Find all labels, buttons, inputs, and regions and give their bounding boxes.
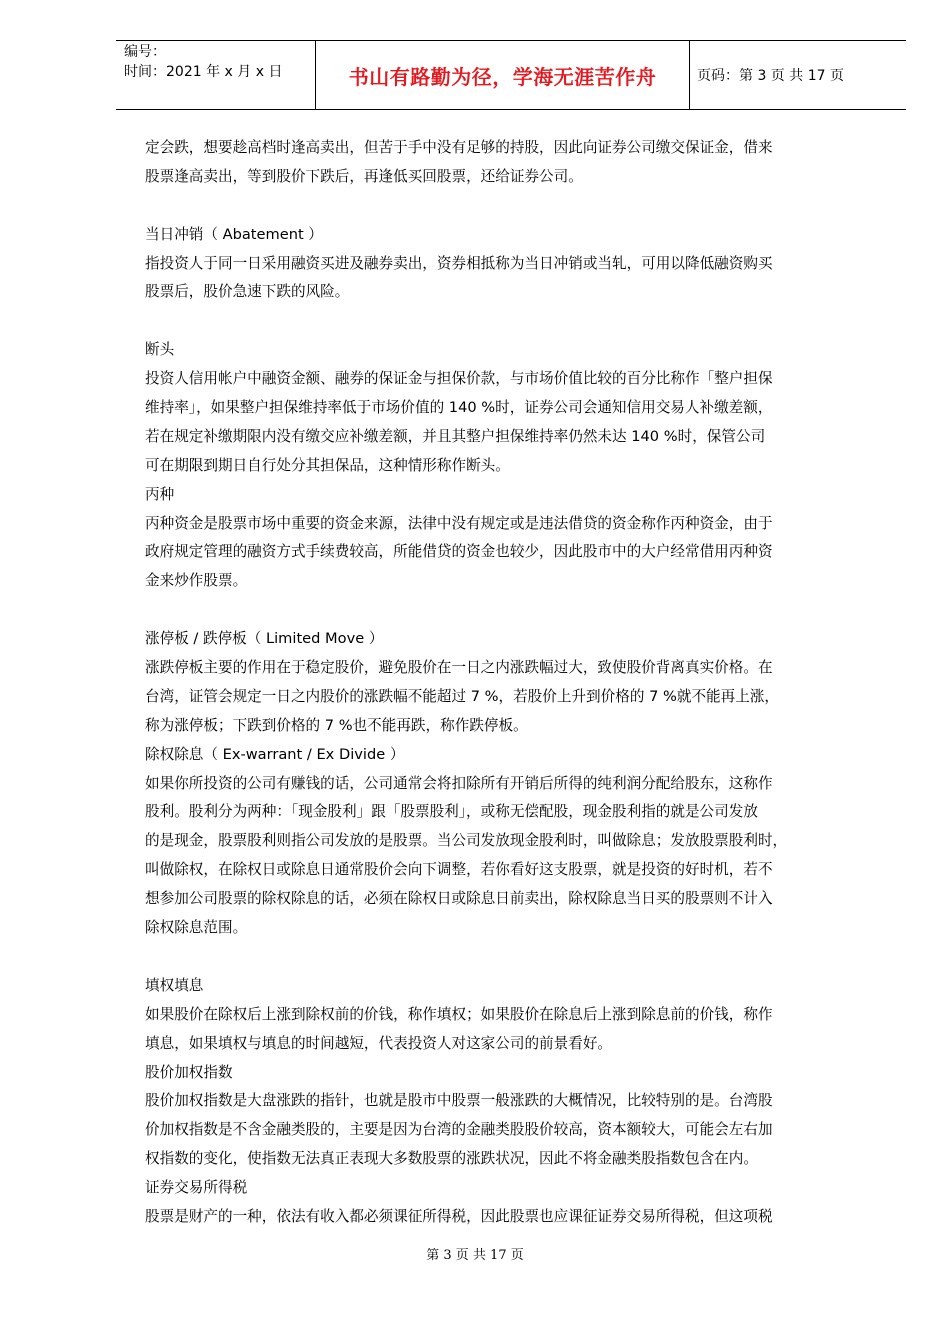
document-body [145,134,870,1232]
body-text-line: 如果股价在除权后上涨到除权前的价钱，称作填权；如果股价在除息后上涨到除息前的价钱，称作 [145,1005,773,1023]
paragraph-gap [145,307,870,336]
section-heading: 证券交易所得税 [145,1179,248,1197]
page-footer [0,1244,950,1263]
body-text-line: 如果你所投资的公司有赚钱的话，公司通常会将扣除所有开销后所得的纯利润分配给股东，这称作 [145,774,773,792]
paragraph-gap [145,943,870,972]
body-text-line: 政府规定管理的融资方式手续费较高，所能借贷的资金也较少，因此股市中的大户经常借用丙种资 [145,543,773,561]
footer-page-number: 第 3 页 共 17 页 [426,1248,524,1263]
section-heading: 断头 [145,341,175,359]
paragraph-gap [145,596,870,625]
motto-text: 书山有路勤为径，学海无涯苦作舟 [348,64,657,89]
section-heading: 涨停板 / 跌停板（ Limited Move ） [145,630,384,648]
body-text-line: 的是现金，股票股利则指公司发放的是股票。当公司发放现金股利时，叫做除息；发放股票股利时， [145,832,788,850]
body-text-line: 指投资人于同一日采用融资买进及融券卖出，资券相抵称为当日冲销或当轧，可用以降低融资购买 [145,254,773,272]
body-text-line: 可在期限到期日自行处分其担保品，这种情形称作断头。 [145,456,510,474]
page-header [116,40,906,110]
document-time: 时间：2021 年 x 月 x 日 [124,64,283,80]
section-heading: 丙种 [145,485,175,503]
paragraph-gap [145,192,870,221]
section-heading: 除权除息（ Ex-warrant / Ex Divide ） [145,745,405,763]
body-text-line: 权指数的变化，使指数无法真正表现大多数股票的涨跌状况，因此不将金融类股指数包含在内。 [145,1150,758,1168]
body-text-line: 股利。股利分为两种：「现金股利」跟「股票股利」，或称无偿配股，现金股利指的就是公司发放 [145,803,758,821]
header-page-number: 页码：第 3 页 共 17 页 [697,68,844,84]
body-text-line: 涨跌停板主要的作用在于稳定股价，避免股价在一日之内涨跌幅过大，致使股价背离真实价格。在 [145,659,773,677]
header-motto [315,41,690,109]
section-heading: 股价加权指数 [145,1063,233,1081]
body-text-line: 价加权指数是不含金融类股的，主要是因为台湾的金融类股股价较高，资本额较大，可能会左右加 [145,1121,773,1139]
body-text-line: 填息，如果填权与填息的时间越短，代表投资人对这家公司的前景看好。 [145,1034,613,1052]
body-text-line: 想参加公司股票的除权除息的话，必须在除权日或除息日前卖出，除权除息当日买的股票则不计入 [145,890,773,908]
body-text-line: 若在规定补缴期限内没有缴交应补缴差额，并且其整户担保维持率仍然未达 140 %时，保管公司 [145,427,766,445]
body-text-line: 股票后，股价急速下跌的风险。 [145,283,350,301]
body-text-line: 台湾，证管会规定一日之内股价的涨跌幅不能超过 7 %，若股价上升到价格的 7 %就不能再上涨， [145,687,780,705]
body-text-line: 股票逢高卖出，等到股价下跌后，再逢低买回股票，还给证券公司。 [145,167,583,185]
body-text-line: 金来炒作股票。 [145,572,248,590]
document-code: 编号： [124,44,166,60]
body-text-line: 叫做除权，在除权日或除息日通常股价会向下调整，若你看好这支股票，就是投资的好时机，若不 [145,861,773,879]
body-text-line: 维持率」，如果整户担保维持率低于市场价值的 140 %时，证券公司会通知信用交易人补缴差额， [145,399,773,417]
header-meta [116,41,314,109]
body-text-line: 定会跌，想要趁高档时逢高卖出，但苦于手中没有足够的持股，因此向证券公司缴交保证金，借来 [145,139,773,156]
section-heading: 当日冲销（ Abatement ） [145,225,323,243]
section-heading: 填权填息 [145,976,204,994]
body-text-line: 股票是财产的一种，依法有收入都必须课征所得税，因此股票也应课征证券交易所得税，但这项税 [145,1207,773,1225]
body-text-line: 投资人信用帐户中融资金额、融券的保证金与担保价款，与市场价值比较的百分比称作「整户担保 [145,370,773,388]
body-text-line: 股价加权指数是大盘涨跌的指针，也就是股市中股票一般涨跌的大概情况，比较特别的是。台湾股 [145,1092,773,1110]
body-text-line: 除权除息范围。 [145,919,248,937]
body-text-line: 称为涨停板；下跌到价格的 7 %也不能再跌，称作跌停板。 [145,716,528,734]
body-text-line: 丙种资金是股票市场中重要的资金来源，法律中没有规定或是违法借贷的资金称作丙种资金，由于 [145,514,773,532]
